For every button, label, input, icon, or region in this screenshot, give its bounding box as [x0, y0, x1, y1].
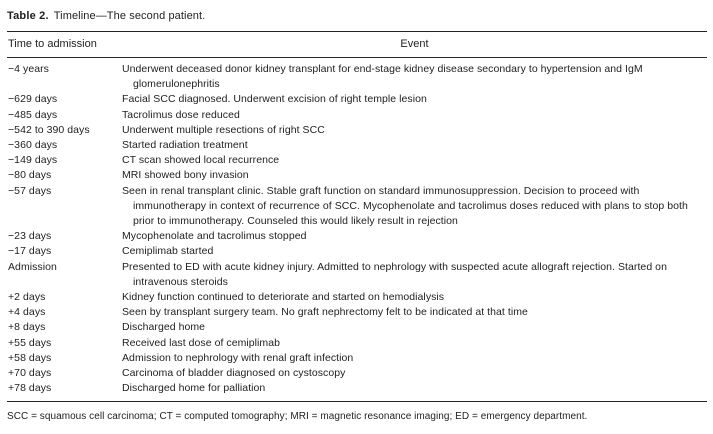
table-row: [7, 336, 707, 351]
table-row: [7, 244, 707, 259]
time-cell: +55 days: [8, 336, 52, 349]
event-cell: Underwent deceased donor kidney transplant for end-stage kidney disease secondary to hypertension and IgM glomerulonephritis: [122, 63, 643, 91]
time-cell: −80 days: [8, 169, 52, 182]
time-cell: −57 days: [8, 184, 52, 197]
event-cell: Cemiplimab started: [122, 245, 214, 258]
time-cell: −4 years: [8, 63, 49, 75]
event-cell: Kidney function continued to deteriorate and started on hemodialysis: [122, 291, 445, 304]
table-row: [7, 123, 707, 138]
time-cell: +78 days: [8, 382, 52, 395]
event-cell: Seen by transplant surgery team. No graft nephrectomy felt to be indicated at that time: [122, 306, 528, 319]
table-caption: Timeline—The second patient.: [53, 10, 206, 22]
event-cell: Started radiation treatment: [122, 139, 248, 152]
time-cell: −149 days: [8, 154, 58, 167]
table-number: Table 2.: [7, 10, 49, 22]
table-row: [7, 381, 707, 401]
time-cell: +70 days: [8, 367, 52, 380]
table-header: [7, 32, 707, 58]
event-cell: Carcinoma of bladder diagnosed on cystoscopy: [122, 367, 346, 380]
event-cell: Underwent multiple resections of right SCC: [122, 123, 325, 136]
table-row: [7, 168, 707, 183]
time-cell: −542 to 390 days: [8, 123, 90, 136]
column-header-time: Time to admission: [7, 32, 122, 58]
time-cell: −23 days: [8, 230, 52, 243]
time-cell: Admission: [8, 260, 57, 273]
event-cell: Received last dose of cemiplimab: [122, 336, 281, 349]
column-header-event: Event: [122, 32, 707, 58]
table-row: [7, 305, 707, 320]
time-cell: −485 days: [8, 108, 58, 121]
event-cell: Presented to ED with acute kidney injury. Admitted to nephrology with suspected acute allograft rejection. Started on intravenous steroids: [122, 260, 667, 288]
abbreviations-footnote: SCC = squamous cell carcinoma; CT = computed tomography; MRI = magnetic resonance imaging; ED = emergency department.: [7, 411, 588, 423]
table-body: [7, 58, 707, 402]
table-row: [7, 138, 707, 153]
table-row: [7, 184, 707, 230]
event-cell: MRI showed bony invasion: [122, 169, 249, 182]
time-cell: +2 days: [8, 291, 46, 304]
timeline-table: [7, 32, 707, 401]
event-cell: Discharged home for palliation: [122, 382, 266, 395]
event-cell: Mycophenolate and tacrolimus stopped: [122, 230, 307, 243]
event-cell: Discharged home: [122, 321, 206, 334]
table-row: [7, 229, 707, 244]
time-cell: −629 days: [8, 93, 58, 106]
time-cell: −17 days: [8, 245, 52, 258]
table-row: [7, 108, 707, 123]
table-row: [7, 92, 707, 107]
event-cell: CT scan showed local recurrence: [122, 154, 280, 167]
event-cell: Admission to nephrology with renal graft infection: [122, 351, 354, 364]
table-row: [7, 290, 707, 305]
time-cell: +4 days: [8, 306, 46, 319]
event-cell: Seen in renal transplant clinic. Stable graft function on standard immunosuppression. Decision to proceed with immunotherapy in context of recurrence of SCC. Mycophenolate and tacrolimus doses reduced with plans to stop both prior to immunotherapy. Counseled this would likely result in rejection: [122, 184, 688, 228]
table-row: [7, 153, 707, 168]
timeline-table-wrapper: [7, 32, 707, 402]
table-row: [7, 366, 707, 381]
table-row: [7, 320, 707, 335]
table-row: [7, 58, 707, 93]
time-cell: +8 days: [8, 321, 46, 334]
table-title: [7, 9, 707, 32]
table-row: [7, 260, 707, 290]
time-cell: −360 days: [8, 139, 58, 152]
event-cell: Tacrolimus dose reduced: [122, 108, 240, 121]
table-row: [7, 351, 707, 366]
time-cell: +58 days: [8, 351, 52, 364]
event-cell: Facial SCC diagnosed. Underwent excision of right temple lesion: [122, 93, 427, 106]
